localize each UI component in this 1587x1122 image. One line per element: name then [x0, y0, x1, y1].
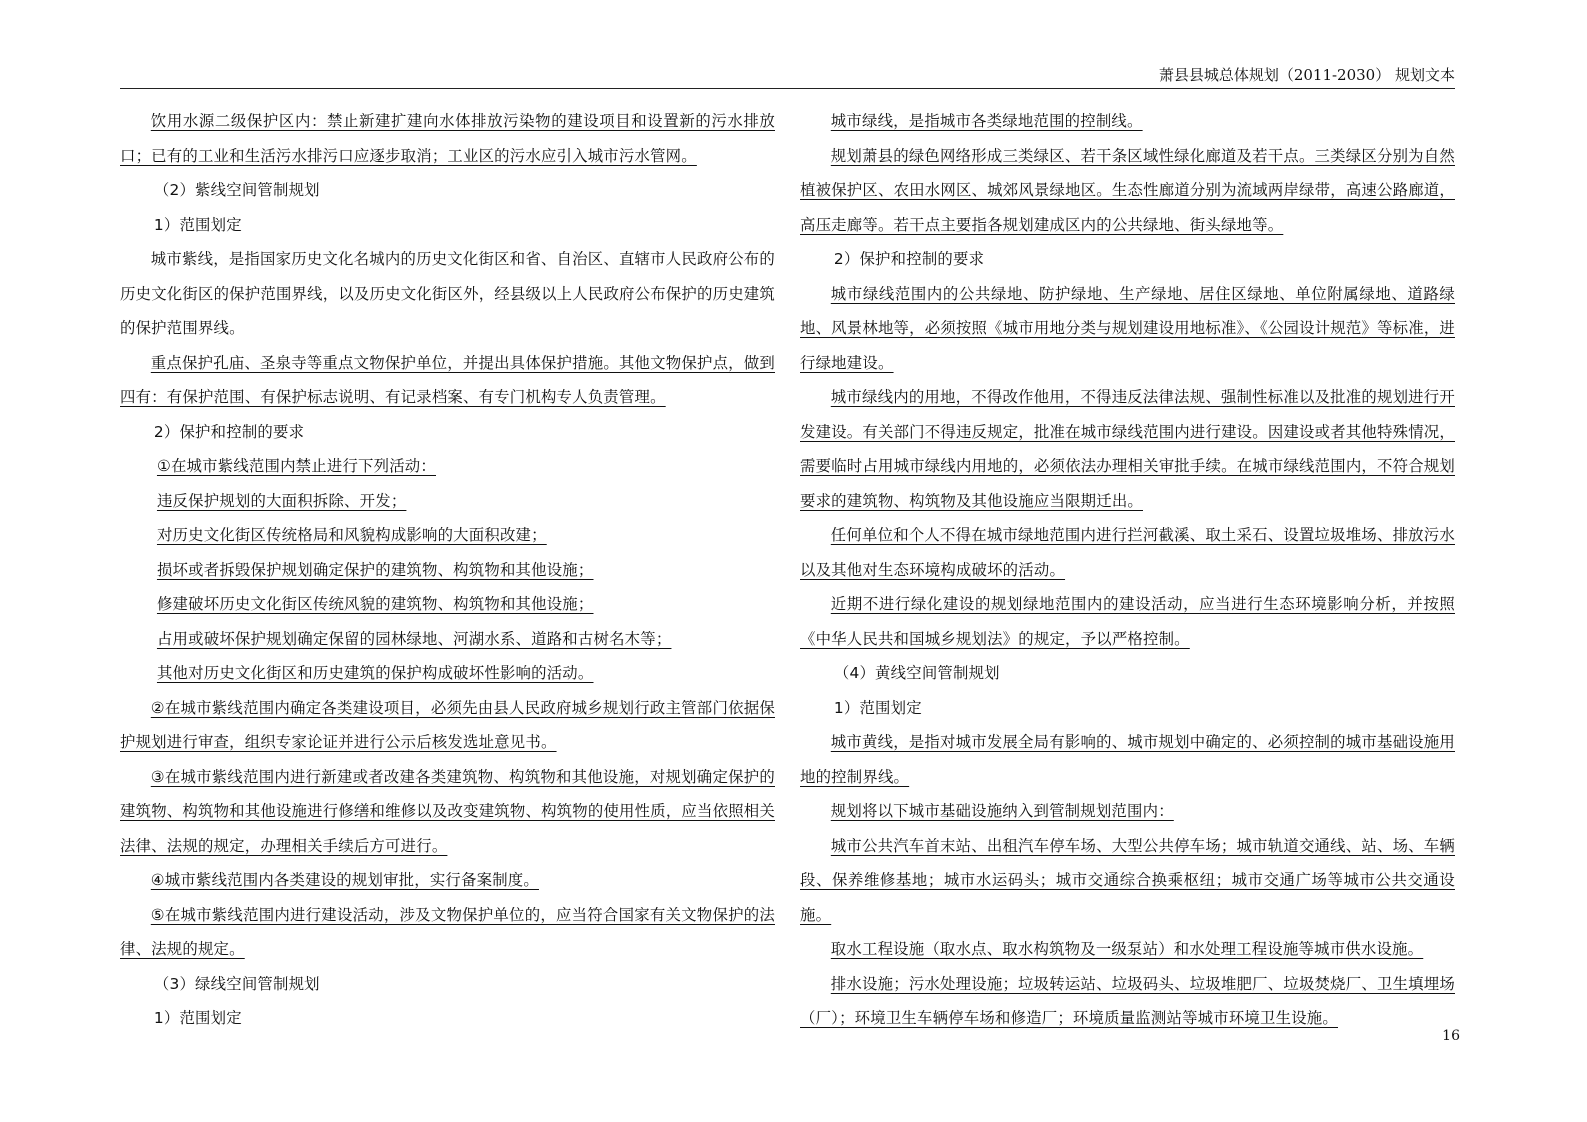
paragraph-text: ③在城市紫线范围内进行新建或者改建各类建筑物、构筑物和其他设施，对规划确定保护的建筑物、构筑物和其他设施进行修缮和维修以及改变建筑物、构筑物的使用性质，应当依照相关法律、法规的规定，办理相关手续后方可进行。: [120, 767, 775, 855]
right-column-paragraph: [800, 380, 1455, 518]
paragraph-text: （4）黄线空间管制规划: [833, 664, 1000, 682]
paragraph-text: 对历史文化街区传统格局和风貌构成影响的大面积改建；: [156, 526, 547, 544]
left-column-paragraph: [120, 553, 775, 588]
left-column-paragraph: [120, 587, 775, 622]
right-column: [800, 104, 1455, 1027]
right-column-paragraph: [800, 139, 1455, 243]
left-column-paragraph: [120, 242, 775, 346]
paragraph-text: 规划萧县的绿色网络形成三类绿区、若干条区域性绿化廊道及若干点。三类绿区分别为自然植被保护区、农田水网区、城郊风景绿地区。生态性廊道分别为流域两岸绿带，高速公路廊道，高压走廊等。若干点主要指各规划建成区内的公共绿地、街头绿地等。: [800, 146, 1455, 234]
left-column-paragraph: [120, 622, 775, 657]
paragraph-text: 城市绿线，是指城市各类绿地范围的控制线。: [830, 112, 1143, 130]
paragraph-text: 饮用水源二级保护区内：禁止新建扩建向水体排放污染物的建设项目和设置新的污水排放口；已有的工业和生活污水排污口应逐步取消；工业区的污水应引入城市污水管网。: [120, 112, 775, 165]
right-column-paragraph: [800, 794, 1455, 829]
right-column-paragraph: [800, 518, 1455, 587]
right-column-paragraph: [800, 725, 1455, 794]
paragraph-text: ①在城市紫线范围内禁止进行下列活动：: [156, 457, 436, 475]
left-column-paragraph: [120, 415, 775, 450]
left-column-paragraph: [120, 760, 775, 864]
left-column-paragraph: [120, 518, 775, 553]
left-column-paragraph: [120, 484, 775, 519]
paragraph-text: ②在城市紫线范围内确定各类建设项目，必须先由县人民政府城乡规划行政主管部门依据保护规划进行审查，组织专家论证并进行公示后核发选址意见书。: [120, 698, 775, 751]
paragraph-text: 重点保护孔庙、圣泉寺等重点文物保护单位，并提出具体保护措施。其他文物保护点，做到四有：有保护范围、有保护标志说明、有记录档案、有专门机构专人负责管理。: [120, 353, 775, 406]
left-column-paragraph: [120, 898, 775, 967]
left-column: [120, 104, 775, 1027]
right-column-paragraph: [800, 104, 1455, 139]
left-column-paragraph: [120, 1001, 775, 1036]
paragraph-text: 城市紫线，是指国家历史文化名城内的历史文化街区和省、自治区、直辖市人民政府公布的历史文化街区的保护范围界线，以及历史文化街区外，经县级以上人民政府公布保护的历史建筑的保护范围界线。: [120, 250, 775, 337]
paragraph-text: 占用或破坏保护规划确定保留的园林绿地、河湖水系、道路和古树名木等；: [156, 629, 672, 648]
paragraph-text: 规划将以下城市基础设施纳入到管制规划范围内：: [830, 802, 1174, 820]
left-column-paragraph: [120, 967, 775, 1002]
paragraph-text: 违反保护规划的大面积拆除、开发；: [156, 491, 407, 510]
right-column-paragraph: [800, 932, 1455, 967]
page-number: 16: [1442, 1028, 1460, 1044]
paragraph-text: 2）保护和控制的要求: [833, 250, 985, 268]
paragraph-text: 城市绿线范围内的公共绿地、防护绿地、生产绿地、居住区绿地、单位附属绿地、道路绿地、风景林地等，必须按照《城市用地分类与规划建设用地标准》、《公园设计规范》等标准，进行绿地建设。: [800, 284, 1455, 372]
paragraph-text: 修建破坏历史文化街区传统风貌的建筑物、构筑物和其他设施；: [156, 595, 594, 613]
paragraph-text: 取水工程设施（取水点、取水构筑物及一级泵站）和水处理工程设施等城市供水设施。: [830, 940, 1424, 958]
paragraph-text: 近期不进行绿化建设的规划绿地范围内的建设活动，应当进行生态环境影响分析，并按照《中华人民共和国城乡规划法》的规定，予以严格控制。: [800, 595, 1455, 648]
left-column-paragraph: [120, 208, 775, 243]
paragraph-text: 城市绿线内的用地，不得改作他用，不得违反法律法规、强制性标准以及批准的规划进行开发建设。有关部门不得违反规定，批准在城市绿线范围内进行建设。因建设或者其他特殊情况，需要临时占用城市绿线内用地的，必须依法办理相关审批手续。在城市绿线范围内，不符合规划要求的建筑物、构筑物及其他设施应当限期迁出。: [800, 388, 1455, 510]
right-column-paragraph: [800, 691, 1455, 726]
paragraph-text: 2）保护和控制的要求: [153, 422, 305, 441]
paragraph-text: 任何单位和个人不得在城市绿地范围内进行拦河截溪、取土采石、设置垃圾堆场、排放污水以及其他对生态环境构成破坏的活动。: [800, 526, 1455, 579]
right-column-paragraph: [800, 967, 1455, 1036]
left-column-paragraph: [120, 691, 775, 760]
right-column-paragraph: [800, 656, 1455, 691]
right-column-paragraph: [800, 242, 1455, 277]
paragraph-text: 损坏或者拆毁保护规划确定保护的建筑物、构筑物和其他设施；: [156, 560, 594, 579]
left-column-paragraph: [120, 346, 775, 415]
left-column-paragraph: [120, 449, 775, 484]
left-column-paragraph: [120, 863, 775, 898]
left-column-paragraph: [120, 656, 775, 691]
paragraph-text: 城市公共汽车首末站、出租汽车停车场、大型公共停车场；城市轨道交通线、站、场、车辆段、保养维修基地；城市水运码头；城市交通综合换乘枢纽；城市交通广场等城市公共交通设施。: [800, 836, 1455, 924]
right-column-paragraph: [800, 829, 1455, 933]
paragraph-text: 城市黄线，是指对城市发展全局有影响的、城市规划中确定的、必须控制的城市基础设施用地的控制界线。: [800, 733, 1455, 786]
paragraph-text: ④城市紫线范围内各类建设的规划审批，实行备案制度。: [150, 871, 539, 889]
paragraph-text: 其他对历史文化街区和历史建筑的保护构成破坏性影响的活动。: [156, 664, 594, 682]
left-column-paragraph: [120, 173, 775, 208]
right-column-paragraph: [800, 277, 1455, 381]
right-column-paragraph: [800, 587, 1455, 656]
paragraph-text: ⑤在城市紫线范围内进行建设活动，涉及文物保护单位的，应当符合国家有关文物保护的法律、法规的规定。: [120, 905, 775, 958]
paragraph-text: 1）范围划定: [833, 698, 922, 717]
paragraph-text: （3）绿线空间管制规划: [153, 974, 320, 993]
document-title: 萧县县城总体规划（2011-2030） 规划文本: [1158, 66, 1455, 84]
paragraph-text: 排水设施；污水处理设施；垃圾转运站、垃圾码头、垃圾堆肥厂、垃圾焚烧厂、卫生填埋场（厂）；环境卫生车辆停车场和修造厂；环境质量监测站等城市环境卫生设施。: [800, 974, 1455, 1027]
paragraph-text: 1）范围划定: [153, 215, 242, 234]
page-header: [120, 66, 1455, 89]
left-column-paragraph: [120, 104, 775, 173]
paragraph-text: （2）紫线空间管制规划: [153, 181, 320, 199]
paragraph-text: 1）范围划定: [153, 1009, 242, 1027]
